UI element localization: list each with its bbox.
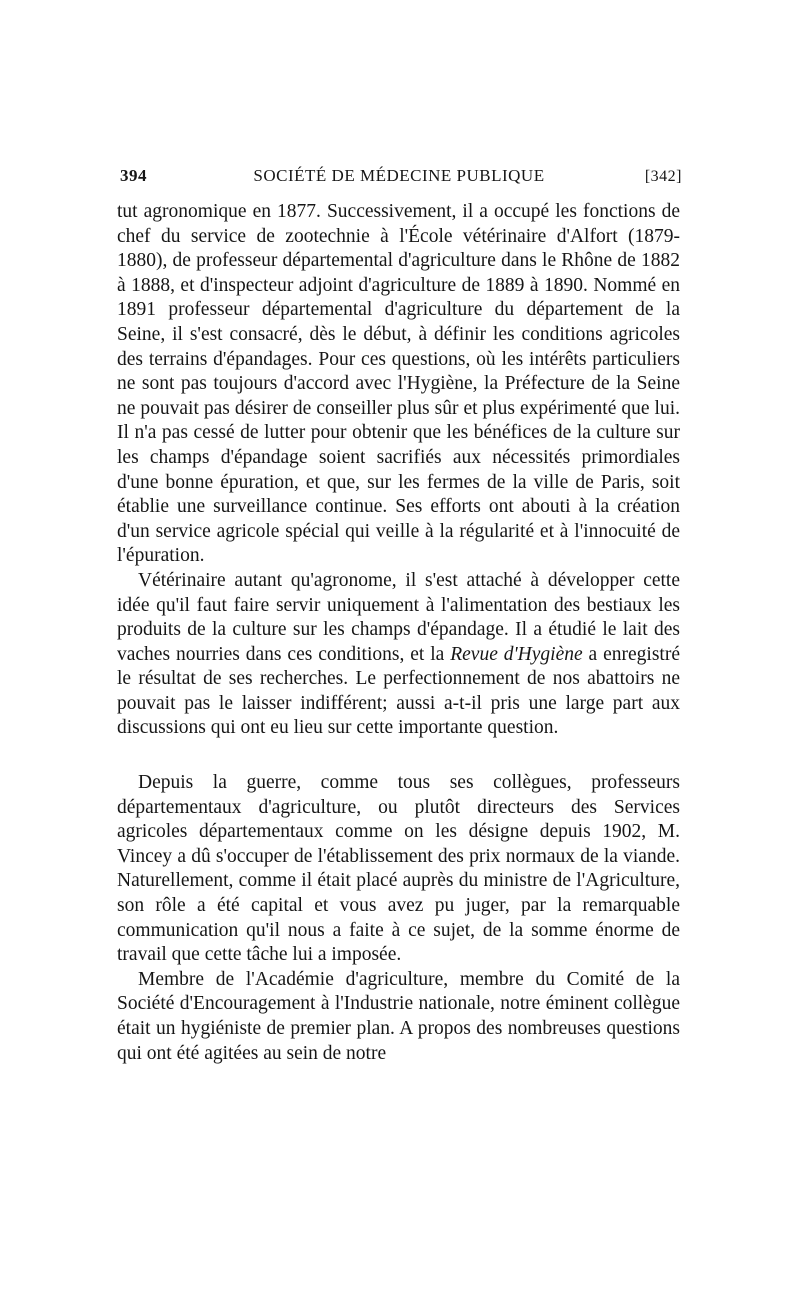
paragraph-career: tut agronomique en 1877. Successivement, il a occupé les fonctions de chef du service de zootechnie à l'École vétérinaire d'Alfort (1879-1880), de professeur départemental d'agriculture dans le Rhône de 1882 à 1888, et d'inspecteur adjoint d'agriculture de 1889 à 1890. Nommé en 1891 professeur départemental d'agriculture du département de la Seine, il s'est consacré, dès le début, à définir les conditions agricoles des terrains d'épandages. Pour ces questions, où les intérêts particuliers ne sont pas toujours d'accord avec l'Hygiène, la Préfecture de la Seine ne pouvait pas désirer de conseiller plus sûr et plus expérimenté que lui. Il n'a pas cessé de lutter pour obtenir que les bénéfices de la culture sur les champs d'épandage soient sacrifiés aux nécessités primordiales d'une bonne épuration, et que, sur les fermes de la ville de Paris, soit établie une surveillance continue. Ses efforts ont abouti à la création d'un service agricole spécial qui veille à la régularité et à l'innocuité de l'épuration.	[117, 201, 680, 567]
paragraph-academy: Membre de l'Académie d'agriculture, membre du Comité de la Société d'Encouragement à l'Industrie nationale, notre éminent collègue était un hygiéniste de premier plan. A propos des nombreuses questions qui ont été agitées au sein de notre	[117, 968, 680, 1064]
body-text	[117, 200, 680, 1066]
paragraph-veterinarian-text-before: Vétérinaire autant qu'agronome, il s'est attaché à développer cette idée qu'il faut faire servir uniquement à l'alimentation des bestiaux les produits de la culture sur les champs d'épandage. Il a étudié le lait des vaches nourries dans ces conditions, et la	[117, 569, 680, 665]
paragraph-war: Depuis la guerre, comme tous ses collègues, professeurs départementaux d'agriculture, ou plutôt directeurs des Services agricoles départementaux comme on les désigne depuis 1902, M. Vincey a dû s'occuper de l'établissement des prix normaux de la viande. Naturellement, comme il était placé auprès du ministre de l'Agriculture, son rôle a été capital et vous avez pu juger, par la remarquable communication qu'il nous a faite à ce sujet, de la somme énorme de travail que cette tâche lui a imposée.	[117, 772, 680, 966]
running-title: SOCIÉTÉ DE MÉDECINE PUBLIQUE	[253, 166, 545, 185]
folio-number: [342]	[644, 168, 682, 185]
journal-title: Revue d'Hygiène	[450, 643, 583, 665]
paragraph-veterinarian	[117, 569, 680, 741]
paragraph-veterinarian-text-after: a enregistré le résultat de ses recherches. Le perfectionnement de nos abattoirs ne pouvait pas le laisser indifférent; aussi a-t-il pris une large part aux discussions qui ont eu lieu sur cette importante question.	[117, 643, 680, 739]
page-number: 394	[120, 166, 147, 185]
page-header	[116, 160, 682, 190]
